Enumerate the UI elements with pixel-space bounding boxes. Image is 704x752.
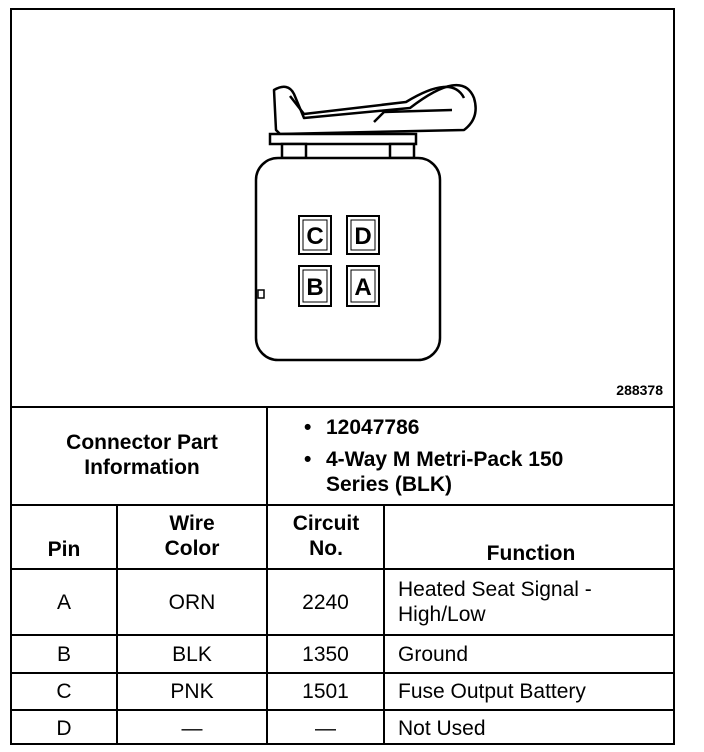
row-d-pin: D <box>56 716 72 740</box>
connector-neck <box>270 134 416 158</box>
header-function: Function <box>486 541 576 565</box>
row-c-circuit-no: 1501 <box>302 680 349 703</box>
header-circuit-no: Circuit No. <box>292 512 360 560</box>
pin-c-label: C <box>306 223 324 250</box>
connector-drawing <box>12 10 673 406</box>
pin-a-label: A <box>354 274 372 301</box>
row-d-circuit-no: — <box>315 716 336 740</box>
row-a-circuit-no: 2240 <box>302 590 349 614</box>
row-a-wire-color: ORN <box>168 590 216 614</box>
divider-figure <box>12 406 673 408</box>
row-b-function: Ground <box>398 642 469 666</box>
row-b-pin: B <box>56 642 71 666</box>
part-number: 12047786 <box>326 416 420 439</box>
pin-d <box>347 216 379 254</box>
row-c-wire-color: PNK <box>170 680 214 703</box>
row-d-function: Not Used <box>398 716 486 740</box>
bullet-icon: • <box>304 416 312 439</box>
divider-info-col <box>266 406 268 504</box>
info-item <box>304 415 566 440</box>
header-pin: Pin <box>47 537 81 561</box>
info-item <box>304 447 566 497</box>
locking-clip <box>274 85 476 134</box>
connector-info-list <box>304 415 566 497</box>
body-tab <box>258 290 264 298</box>
pin-b <box>299 266 331 306</box>
row-a-function: Heated Seat Signal - High/Low <box>398 578 592 626</box>
pin-a <box>347 266 379 306</box>
header-wire-color: Wire Color <box>164 512 220 560</box>
row-b-wire-color: BLK <box>172 642 212 666</box>
row-b-circuit-no: 1350 <box>302 642 349 666</box>
pin-b-label: B <box>306 274 324 301</box>
row-c-function: Fuse Output Battery <box>398 680 586 703</box>
row-a-pin: A <box>56 590 71 614</box>
figure-id: 288378 <box>616 382 663 398</box>
bullet-icon: • <box>304 448 312 471</box>
connector-body <box>256 158 440 360</box>
pin-d-label: D <box>354 223 372 250</box>
pin-c <box>299 216 331 254</box>
connector-info-label: Connector Part Information <box>66 431 218 479</box>
connector-chart <box>10 8 675 745</box>
row-d-wire-color: — <box>181 716 203 740</box>
connector-figure <box>12 10 673 406</box>
row-c-pin: C <box>56 680 72 703</box>
connector-description: 4-Way M Metri-Pack 150 Series (BLK) <box>326 448 564 496</box>
